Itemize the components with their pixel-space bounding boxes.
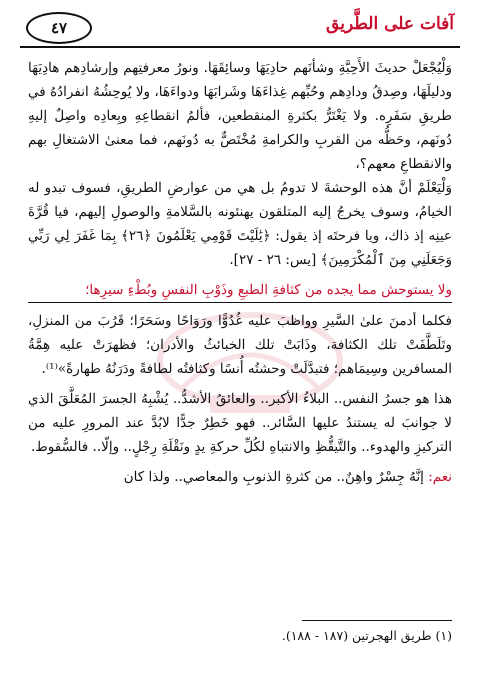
header-divider [20, 46, 460, 48]
paragraph-6-text: إنَّهُ جِسْرٌ واهِنٌ.. من كثرةِ الذنوبِ والمعاصي.. ولذا كان [123, 469, 424, 485]
paragraph-5: هذا هو جسرُ النفس.. البلاءُ الأكبر.. والعائقُ الأشدُّ.. يُشْبِهُ الجسرَ المُعَلَّقَ الذي لا جوانبَ له يستندُ عليها السَّائر.. فهو خَطِرٌ جدًّا لابُدَّ عند المرورِ عليه من التركيزِ والهدوء.. والتَّيقُّظِ والانتباهِ لكُلِّ حركةِ يدٍ ونَقْلَةِ رِجْلٍ.. وإلّا.. فالسُّقوط. [28, 391, 452, 455]
page-header [20, 8, 460, 48]
lead-word: نعم: [428, 469, 452, 485]
page-number-badge: ٤٧ [26, 12, 92, 44]
paragraph-4: فكلما أدمنَ علىٰ السَّيرِ وواظبَ عليه غُدُوًّا ورَوَاحًا وسَحَرًا؛ قَرُبَ من المنزلِ، وتَلَطَّفَتْ تلك الكثافة، وذَابَتْ تلك الخبائثُ والأدران؛ فظهرَتْ عليه هِمَّةُ المسافرين وسِيمَاهم؛ فتبدَّلَتْ وحشتُه أُنسًا وكثافتُه لطافةً ودَرَنُهُ طهارةً»⁽¹⁾. [28, 313, 452, 377]
paragraph-3-red: ولا يستوحش مما يجده من كثافةِ الطبعِ وذَوْبِ النفسِ وبُطْءِ سيرِها؛ [28, 278, 452, 303]
footnote: (١) طريق الهجرتين (١٨٧ - ١٨٨). [281, 628, 452, 643]
paragraph-1: وَلْيُجْعَلْ حديثَ الأَحِبَّةِ وشأنَهم حادِيَهَا وسائِقَهَا. ونورُ معرفتِهم وإرشادِهم هادِيَهَا ودليلَهَا، وصِدقُ ودادِهم وحُبِّهم غِذاءَهَا وشَرابَهَا ودواءَهَا، ولا يُوحِشُهُ انفرادُهُ في طريقِ سَفَرِه. ولا يَغْتَرُّ بكثرةِ المنقطعين، فألمُ انقطاعِهِ وبِعادِه واصِلٌ إليهِ دُونَهم، وحَظُّه من القربِ والكرامةِ مُخْتَصٌّ به دُونَهم، فما معنىٰ الاشتغالِ بهم والانقطاعِ معهم؟، [28, 60, 452, 172]
footnote-divider [302, 620, 452, 621]
running-title: آفات على الطَّريق [326, 14, 454, 34]
paragraph-6 [28, 465, 452, 489]
main-text [28, 56, 452, 489]
paragraph-2: وَلْيَعْلَمْ أنَّ هذه الوحشةَ لا تدومُ بل هي من عوارضِ الطريقِ، فسوف تبدو له الخيامُ، وسوف يخرجُ إليه المتلقون يهنئونه بالسَّلامةِ والوصولِ إليهم، فيا قُرَّةَ عينِه إذ ذاك، ويا فرحتَه إذ يقول: ﴿يَٰلَيْتَ قَوْمِي يَعْلَمُونَ ﴿٢٦﴾ بِمَا غَفَرَ لِي رَبِّي وَجَعَلَنِي مِنَ ٱلْمُكْرَمِينَ﴾ [يس: ٢٦ - ٢٧]. [28, 180, 452, 268]
